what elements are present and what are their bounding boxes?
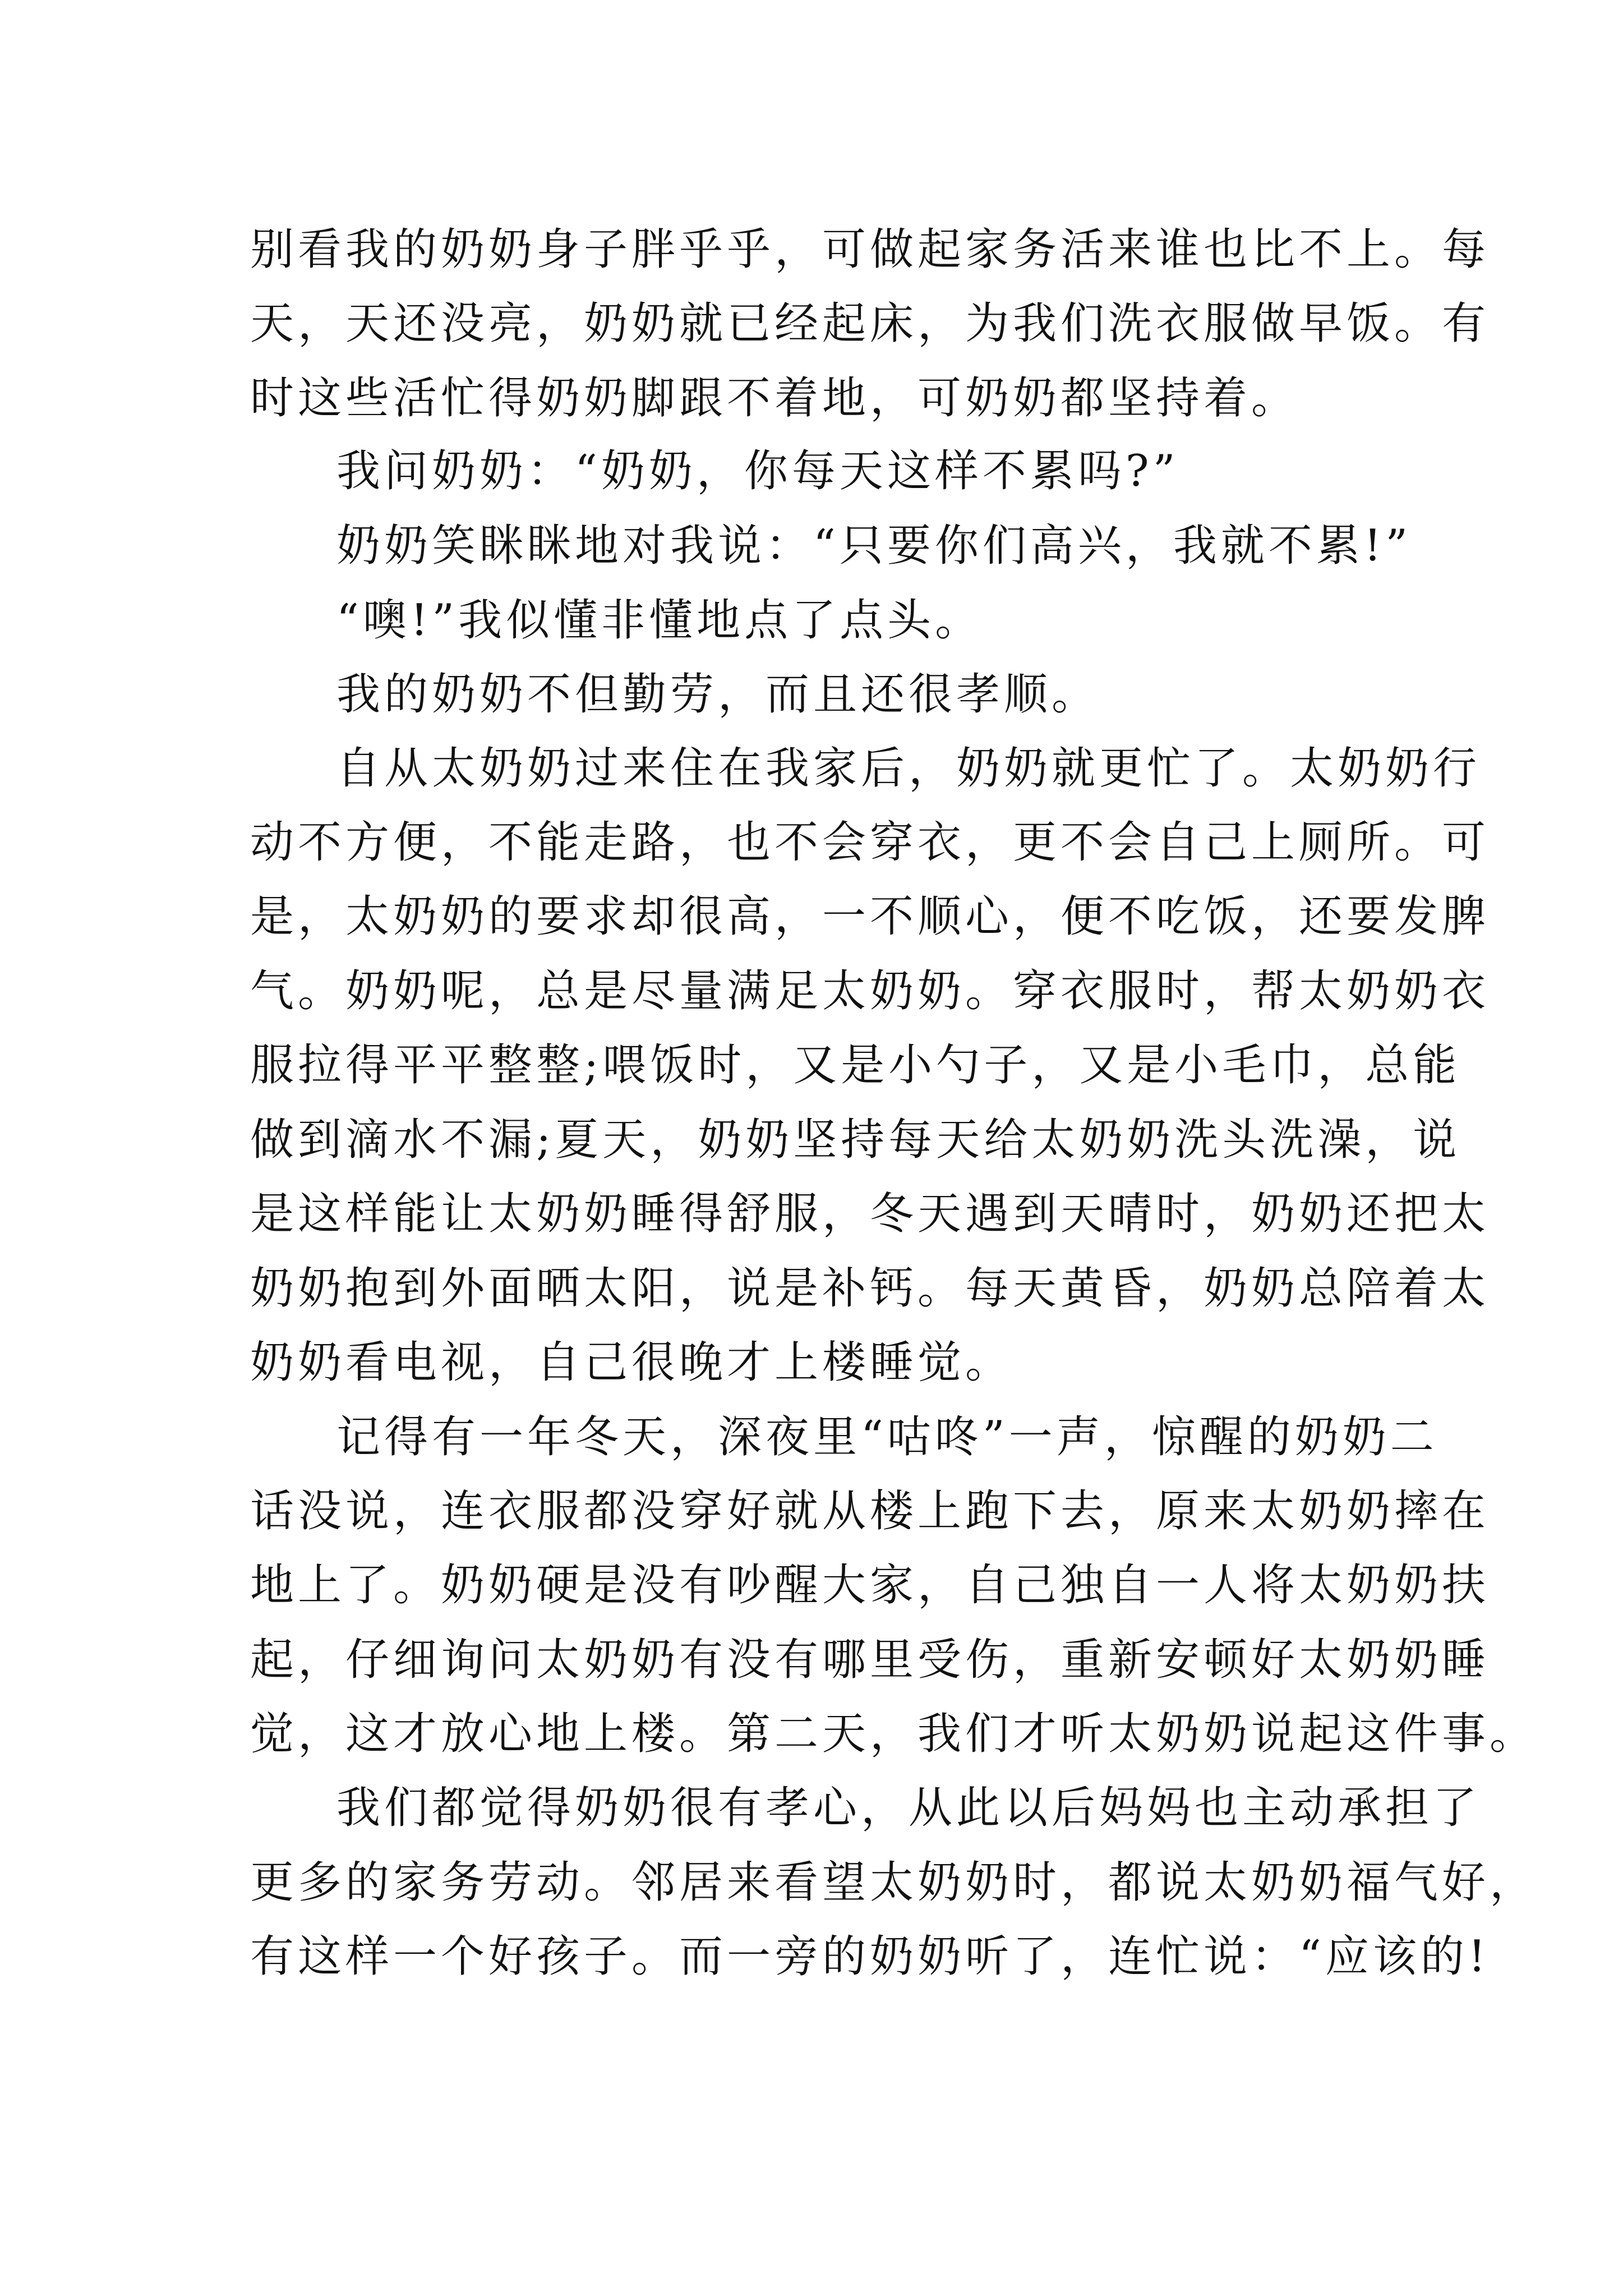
text-line: 别看我的奶奶身子胖乎乎，可做起家务活来谁也比不上。每 (250, 224, 1490, 275)
text-line: 奶奶笑眯眯地对我说：“只要你们高兴，我就不累!” (336, 521, 1412, 571)
text-line: 时这些活忙得奶奶脚跟不着地，可奶奶都坚持着。 (250, 373, 1299, 424)
text-line: 我问奶奶：“奶奶，你每天这样不累吗?” (336, 446, 1179, 496)
text-line: 服拉得平平整整;喂饭时，又是小勺子，又是小毛巾，总能 (250, 1040, 1461, 1091)
text-line: 做到滴水不漏;夏天，奶奶坚持每天给太奶奶洗头洗澡，说 (250, 1115, 1461, 1165)
text-line: 起，仔细询问太奶奶有没有哪里受伤，重新安顿好太奶奶睡 (250, 1635, 1490, 1685)
text-line: 有这样一个好孩子。而一旁的奶奶听了，连忙说：“应该的! (250, 1931, 1490, 1982)
text-line: 气。奶奶呢，总是尽量满足太奶奶。穿衣服时，帮太奶奶衣 (250, 966, 1490, 1016)
text-line: 我的奶奶不但勤劳，而且还很孝顺。 (336, 669, 1100, 720)
text-line: 记得有一年冬天，深夜里“咕咚”一声，惊醒的奶奶二 (336, 1412, 1438, 1462)
text-line: 天，天还没亮，奶奶就已经起床，为我们洗衣服做早饭。有 (250, 298, 1490, 349)
text-line: “噢!”我似懂非懂地点了点头。 (336, 595, 983, 646)
text-line: 是这样能让太奶奶睡得舒服，冬天遇到天晴时，奶奶还把太 (250, 1189, 1490, 1239)
text-line: 觉，这才放心地上楼。第二天，我们才听太奶奶说起这件事。 (250, 1709, 1538, 1759)
text-line: 地上了。奶奶硬是没有吵醒大家，自己独自一人将太奶奶扶 (250, 1560, 1490, 1611)
text-line: 奶奶抱到外面晒太阳，说是补钙。每天黄昏，奶奶总陪着太 (250, 1263, 1490, 1314)
text-line: 奶奶看电视，自己很晚才上楼睡觉。 (250, 1337, 1013, 1388)
text-line: 动不方便，不能走路，也不会穿衣，更不会自己上厕所。可 (250, 817, 1490, 868)
text-line: 是，太奶奶的要求却很高，一不顺心，便不吃饭，还要发脾 (250, 891, 1490, 942)
text-line: 话没说，连衣服都没穿好就从楼上跑下去，原来太奶奶摔在 (250, 1486, 1490, 1536)
text-line: 更多的家务劳动。邻居来看望太奶奶时，都说太奶奶福气好， (250, 1857, 1538, 1908)
text-line: 我们都觉得奶奶很有孝心，从此以后妈妈也主动承担了 (336, 1783, 1481, 1833)
text-line: 自从太奶奶过来住在我家后，奶奶就更忙了。太奶奶行 (336, 743, 1481, 794)
